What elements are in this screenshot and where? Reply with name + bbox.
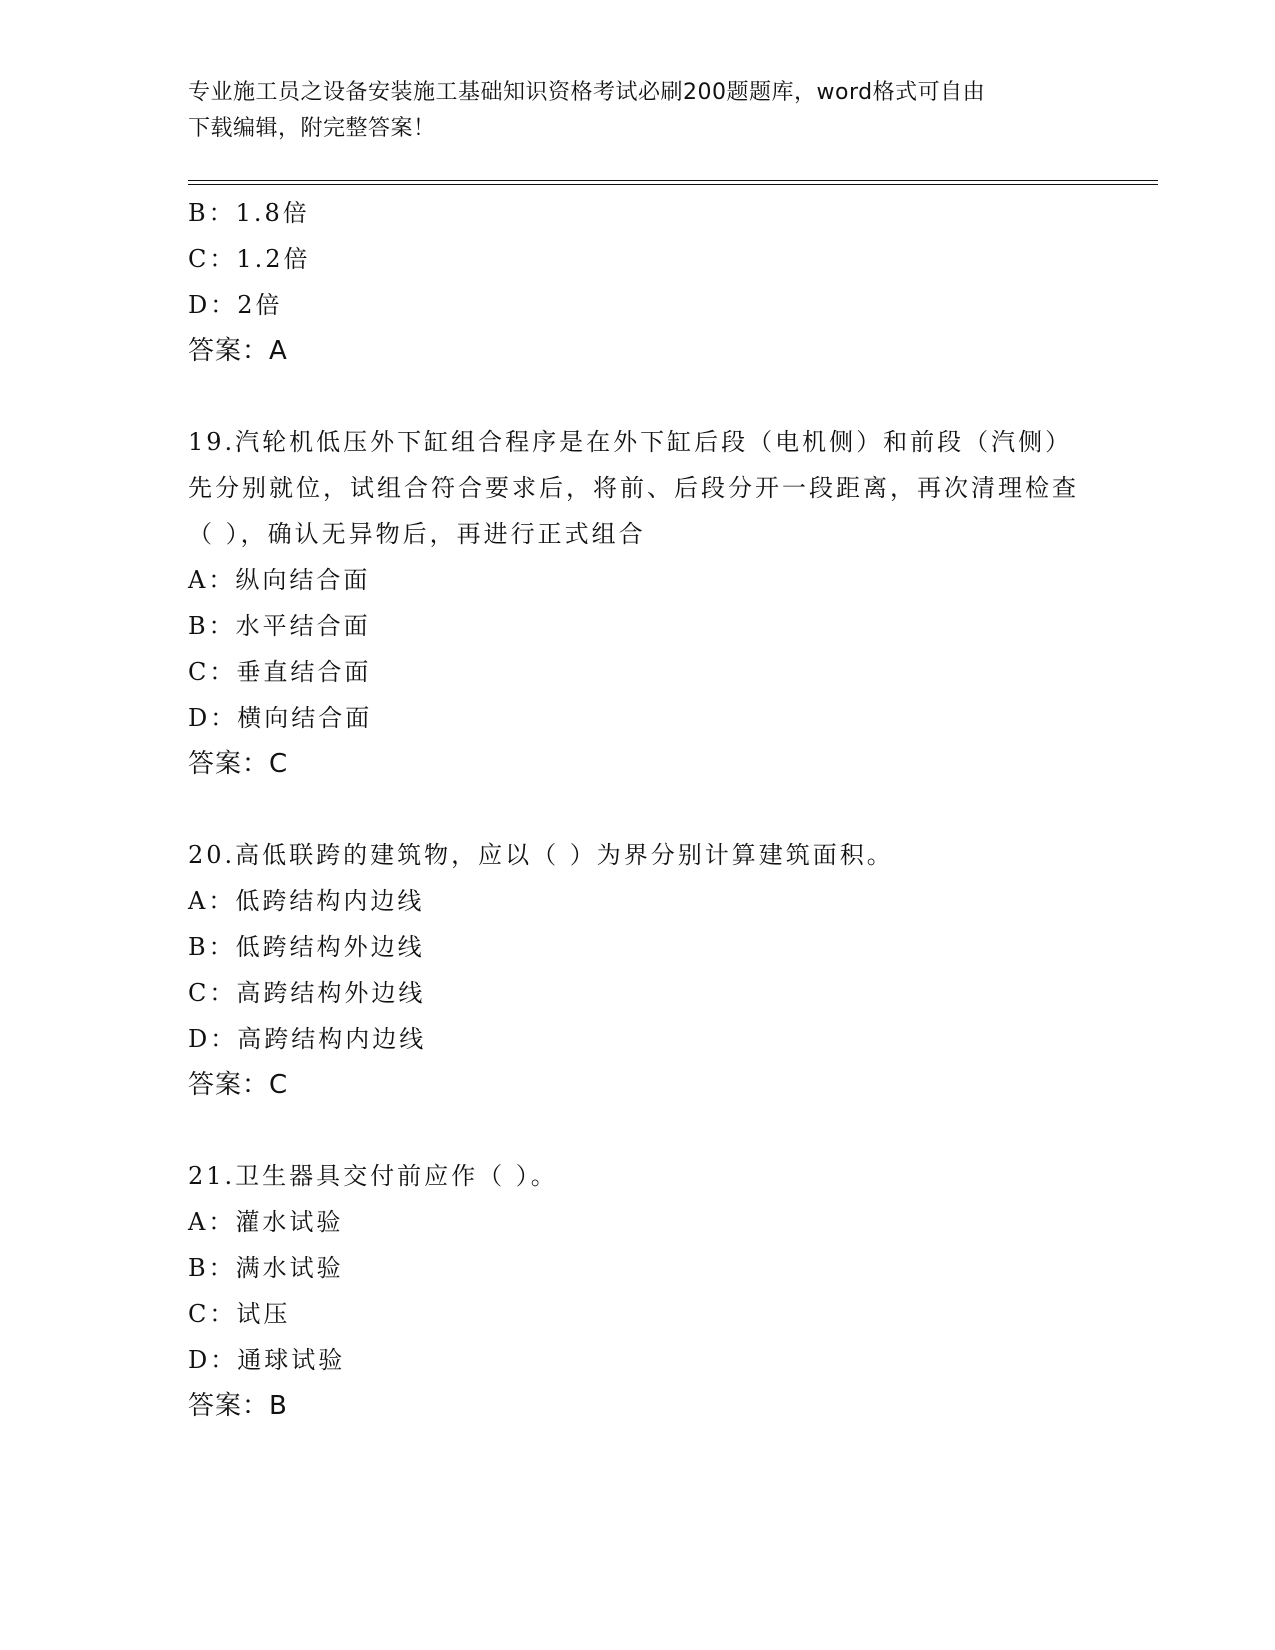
question-20	[188, 832, 1088, 1108]
header-line-2: 下载编辑，附完整答案！	[188, 116, 436, 141]
option-c: C：试压	[188, 1300, 291, 1328]
option-c: C：1.2倍	[188, 245, 311, 273]
option-d: D：通球试验	[188, 1346, 346, 1374]
question-stem: 20.高低联跨的建筑物，应以（ ）为界分别计算建筑面积。	[188, 841, 894, 869]
option-d: D：横向结合面	[188, 704, 373, 732]
question-18-continued	[188, 190, 1088, 374]
header-divider-bottom	[188, 184, 1158, 185]
header-divider-top	[188, 180, 1158, 181]
option-a: A：灌水试验	[188, 1208, 344, 1236]
document-header	[188, 75, 1068, 147]
header-line-1: 专业施工员之设备安装施工基础知识资格考试必刷200题题库，word格式可自由	[188, 80, 986, 105]
option-b: B：1.8倍	[188, 199, 310, 227]
option-c: C：垂直结合面	[188, 658, 372, 686]
option-b: B：低跨结构外边线	[188, 933, 425, 961]
option-c: C：高跨结构外边线	[188, 979, 426, 1007]
option-d: D：高跨结构内边线	[188, 1025, 427, 1053]
option-b: B：满水试验	[188, 1254, 344, 1282]
answer: 答案：B	[188, 1391, 288, 1421]
option-b: B：水平结合面	[188, 612, 371, 640]
question-19	[188, 419, 1088, 787]
answer: 答案：C	[188, 749, 289, 779]
answer: 答案：A	[188, 336, 288, 366]
document-body	[188, 190, 1088, 1429]
question-stem: 19.汽轮机低压外下缸组合程序是在外下缸后段（电机侧）和前段（汽侧）先分别就位，试组合符合要求后，将前、后段分开一段距离，再次清理检查（ ），确认无异物后，再进行正式组合	[188, 428, 1079, 548]
option-a: A：纵向结合面	[188, 566, 371, 594]
answer: 答案：C	[188, 1070, 289, 1100]
question-21	[188, 1153, 1088, 1429]
option-a: A：低跨结构内边线	[188, 887, 425, 915]
question-stem: 21.卫生器具交付前应作（ ）。	[188, 1162, 558, 1190]
option-d: D：2倍	[188, 291, 283, 319]
